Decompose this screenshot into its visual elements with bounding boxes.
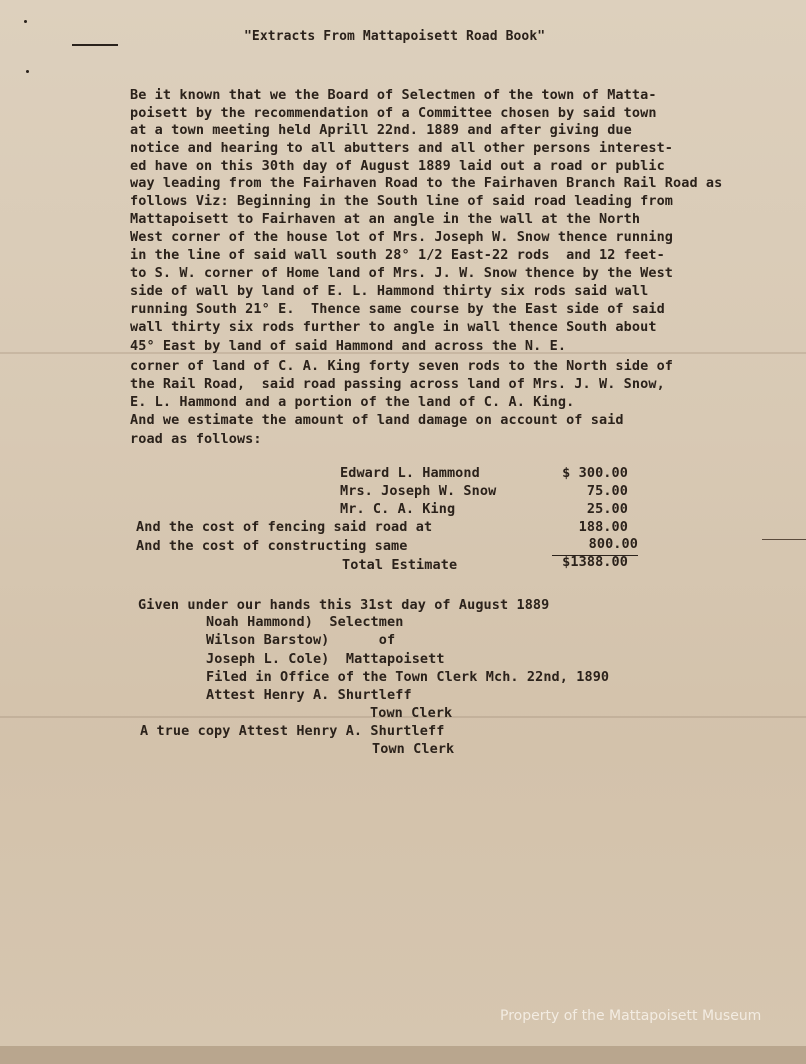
fencing-amount: 188.00 bbox=[578, 519, 628, 535]
pen-dot bbox=[26, 70, 29, 73]
body-line: wall thirty six rods further to angle in wall thence South about bbox=[130, 319, 657, 335]
document-title: "Extracts From Mattapoisett Road Book" bbox=[244, 29, 546, 44]
pen-mark bbox=[72, 44, 118, 46]
constructing-label: And the cost of constructing same bbox=[136, 538, 408, 554]
damage-name: Mrs. Joseph W. Snow bbox=[340, 483, 497, 499]
signature-line: Noah Hammond) Selectmen bbox=[206, 614, 404, 630]
body-line: Be it known that we the Board of Selectmen of the town of Matta- bbox=[130, 87, 657, 103]
body-line: corner of land of C. A. King forty seven rods to the North side of bbox=[130, 358, 674, 374]
museum-watermark: Property of the Mattapoisett Museum bbox=[500, 1008, 762, 1024]
body-line: running South 21° E. Thence same course by the East side of said bbox=[130, 301, 665, 317]
body-line: And we estimate the amount of land damage on account of said bbox=[130, 412, 624, 428]
body-line: poisett by the recommendation of a Committee chosen by said town bbox=[130, 105, 657, 121]
damage-amount: $ 300.00 bbox=[562, 465, 628, 481]
body-line: ed have on this 30th day of August 1889 laid out a road or public bbox=[130, 158, 665, 174]
pen-dot bbox=[24, 20, 27, 23]
true-copy-line: A true copy Attest Henry A. Shurtleff bbox=[140, 723, 445, 739]
body-line: the Rail Road, said road passing across land of Mrs. J. W. Snow, bbox=[130, 376, 665, 392]
body-line: notice and hearing to all abutters and all other persons interest- bbox=[130, 140, 674, 156]
body-line: to S. W. corner of Home land of Mrs. J. W. Snow thence by the West bbox=[130, 265, 674, 281]
clerk-title: Town Clerk bbox=[370, 705, 453, 721]
body-line: E. L. Hammond and a portion of the land of C. A. King. bbox=[130, 394, 575, 410]
total-amount: $1388.00 bbox=[562, 554, 628, 570]
body-line: follows Viz: Beginning in the South line of said road leading from bbox=[130, 193, 674, 209]
body-line: road as follows: bbox=[130, 431, 262, 447]
given-line: Given under our hands this 31st day of August 1889 bbox=[138, 597, 550, 613]
signature-line: Wilson Barstow) of bbox=[206, 632, 396, 648]
body-line: Mattapoisett to Fairhaven at an angle in the wall at the North bbox=[130, 211, 641, 227]
attest-line: Attest Henry A. Shurtleff bbox=[206, 687, 412, 703]
pen-mark bbox=[762, 539, 806, 540]
body-line: in the line of said wall south 28° 1/2 East-22 rods and 12 feet- bbox=[130, 247, 665, 263]
body-line: at a town meeting held Aprill 22nd. 1889 and after giving due bbox=[130, 122, 632, 138]
clerk-title: Town Clerk bbox=[372, 741, 455, 757]
fencing-label: And the cost of fencing said road at bbox=[136, 519, 433, 535]
body-line: way leading from the Fairhaven Road to the Fairhaven Branch Rail Road as bbox=[130, 175, 723, 191]
damage-name: Mr. C. A. King bbox=[340, 501, 456, 517]
damage-name: Edward L. Hammond bbox=[340, 465, 480, 481]
body-line: side of wall by land of E. L. Hammond thirty six rods said wall bbox=[130, 283, 649, 299]
damage-amount: 25.00 bbox=[586, 501, 628, 517]
total-label: Total Estimate bbox=[342, 557, 458, 573]
constructing-amount: 800.00 bbox=[552, 535, 638, 556]
damage-amount: 75.00 bbox=[586, 483, 628, 499]
filed-line: Filed in Office of the Town Clerk Mch. 22nd, 1890 bbox=[206, 669, 610, 685]
page-edge bbox=[0, 1046, 806, 1064]
body-line: West corner of the house lot of Mrs. Joseph W. Snow thence running bbox=[130, 229, 674, 245]
body-line: 45° East by land of said Hammond and across the N. E. bbox=[130, 338, 567, 354]
signature-line: Joseph L. Cole) Mattapoisett bbox=[206, 651, 445, 667]
